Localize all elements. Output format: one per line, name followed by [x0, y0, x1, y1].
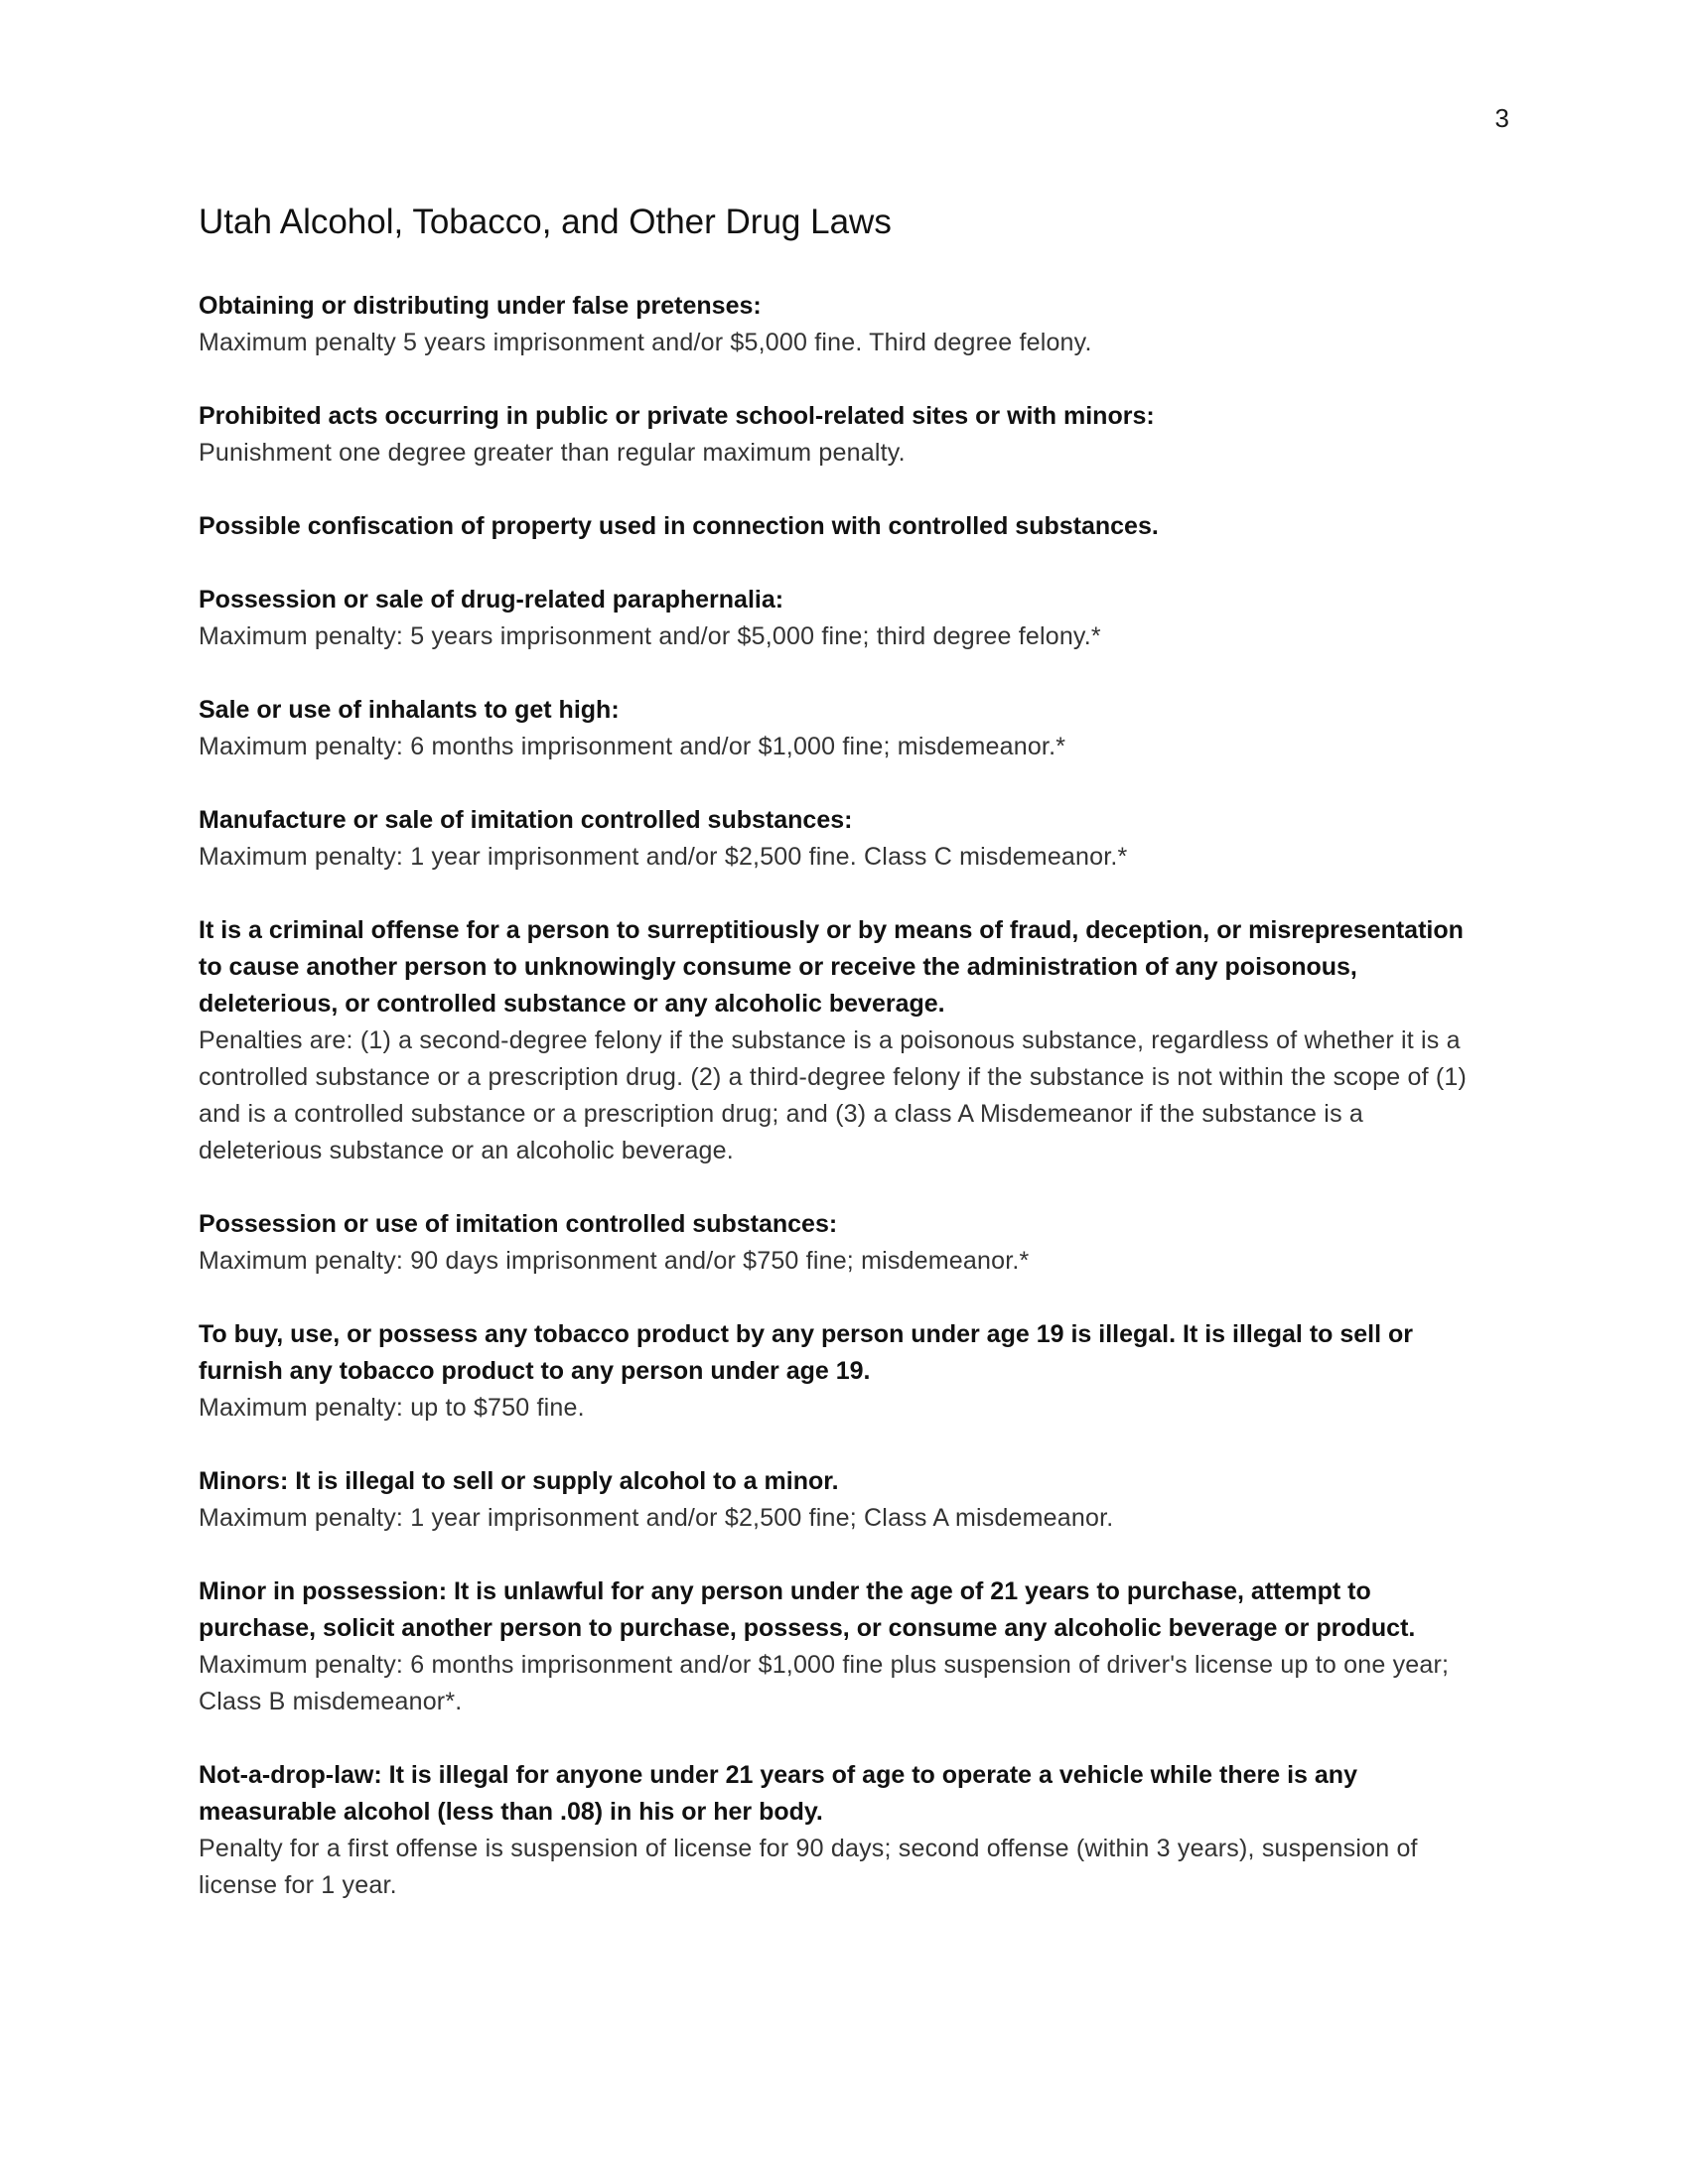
- section-heading: Obtaining or distributing under false pretenses:: [199, 292, 762, 320]
- law-section: [199, 1206, 1489, 1280]
- section-body: Maximum penalty: up to $750 fine.: [199, 1394, 585, 1422]
- section-body: Penalties are: (1) a second-degree felony if the substance is a poisonous substance, regardless of whether it is a controlled substance or a prescription drug. (2) a third-degree felony if the substance is not within the scope of (1) and is a controlled substance or a prescription drug; and (3) a class A Misdemeanor if the substance is a deleterious substance or an alcoholic beverage.: [199, 1026, 1468, 1164]
- section-heading: Manufacture or sale of imitation controlled substances:: [199, 806, 853, 834]
- section-body: Maximum penalty: 6 months imprisonment and/or $1,000 fine plus suspension of driver's license up to one year; Class B misdemeanor*.: [199, 1651, 1450, 1715]
- section-heading: Possession or sale of drug-related paraphernalia:: [199, 586, 784, 614]
- section-heading: Possession or use of imitation controlled substances:: [199, 1210, 838, 1238]
- page-number: 3: [1494, 103, 1509, 133]
- section-heading: Not-a-drop-law: It is illegal for anyone under 21 years of age to operate a vehicle while there is any measurable alcohol (less than .08) in his or her body.: [199, 1761, 1357, 1826]
- section-heading: Possible confiscation of property used in connection with controlled substances.: [199, 512, 1159, 540]
- section-heading: Minors: It is illegal to sell or supply alcohol to a minor.: [199, 1467, 839, 1495]
- section-body: Maximum penalty: 90 days imprisonment and/or $750 fine; misdemeanor.*: [199, 1247, 1030, 1275]
- law-section: [199, 1463, 1489, 1537]
- section-body: Maximum penalty: 1 year imprisonment and/or $2,500 fine. Class C misdemeanor.*: [199, 843, 1128, 871]
- section-heading: It is a criminal offense for a person to surreptitiously or by means of fraud, deception, or misrepresentation to cause another person to unknowingly consume or receive the administration of any poisonous, deleterious, or controlled substance or any alcoholic beverage.: [199, 916, 1464, 1018]
- section-body: Punishment one degree greater than regular maximum penalty.: [199, 439, 906, 467]
- section-body: Penalty for a first offense is suspension of license for 90 days; second offense (within 3 years), suspension of license for 1 year.: [199, 1835, 1418, 1899]
- section-body: Maximum penalty: 1 year imprisonment and/or $2,500 fine; Class A misdemeanor.: [199, 1504, 1114, 1532]
- section-body: Maximum penalty: 6 months imprisonment and/or $1,000 fine; misdemeanor.*: [199, 733, 1066, 760]
- law-section: [199, 802, 1489, 876]
- law-section: [199, 1573, 1489, 1720]
- law-section: [199, 1757, 1489, 1904]
- law-section: [199, 582, 1489, 655]
- section-heading: Minor in possession: It is unlawful for any person under the age of 21 years to purchase, attempt to purchase, solicit another person to purchase, possess, or consume any alcoholic beverage or product.: [199, 1577, 1416, 1642]
- section-heading: Sale or use of inhalants to get high:: [199, 696, 620, 724]
- law-section: [199, 398, 1489, 472]
- section-heading: To buy, use, or possess any tobacco product by any person under age 19 is illegal. It is illegal to sell or furnish any tobacco product to any person under age 19.: [199, 1320, 1414, 1385]
- section-heading: Prohibited acts occurring in public or private school-related sites or with minors:: [199, 402, 1155, 430]
- law-section: [199, 912, 1489, 1169]
- page-content: [199, 199, 1489, 1941]
- law-section: [199, 692, 1489, 765]
- law-section: [199, 508, 1489, 545]
- page-title: Utah Alcohol, Tobacco, and Other Drug Laws: [199, 203, 892, 241]
- section-body: Maximum penalty: 5 years imprisonment and/or $5,000 fine; third degree felony.*: [199, 622, 1101, 650]
- law-section: [199, 288, 1489, 361]
- section-body: Maximum penalty 5 years imprisonment and/or $5,000 fine. Third degree felony.: [199, 329, 1092, 356]
- law-section: [199, 1316, 1489, 1427]
